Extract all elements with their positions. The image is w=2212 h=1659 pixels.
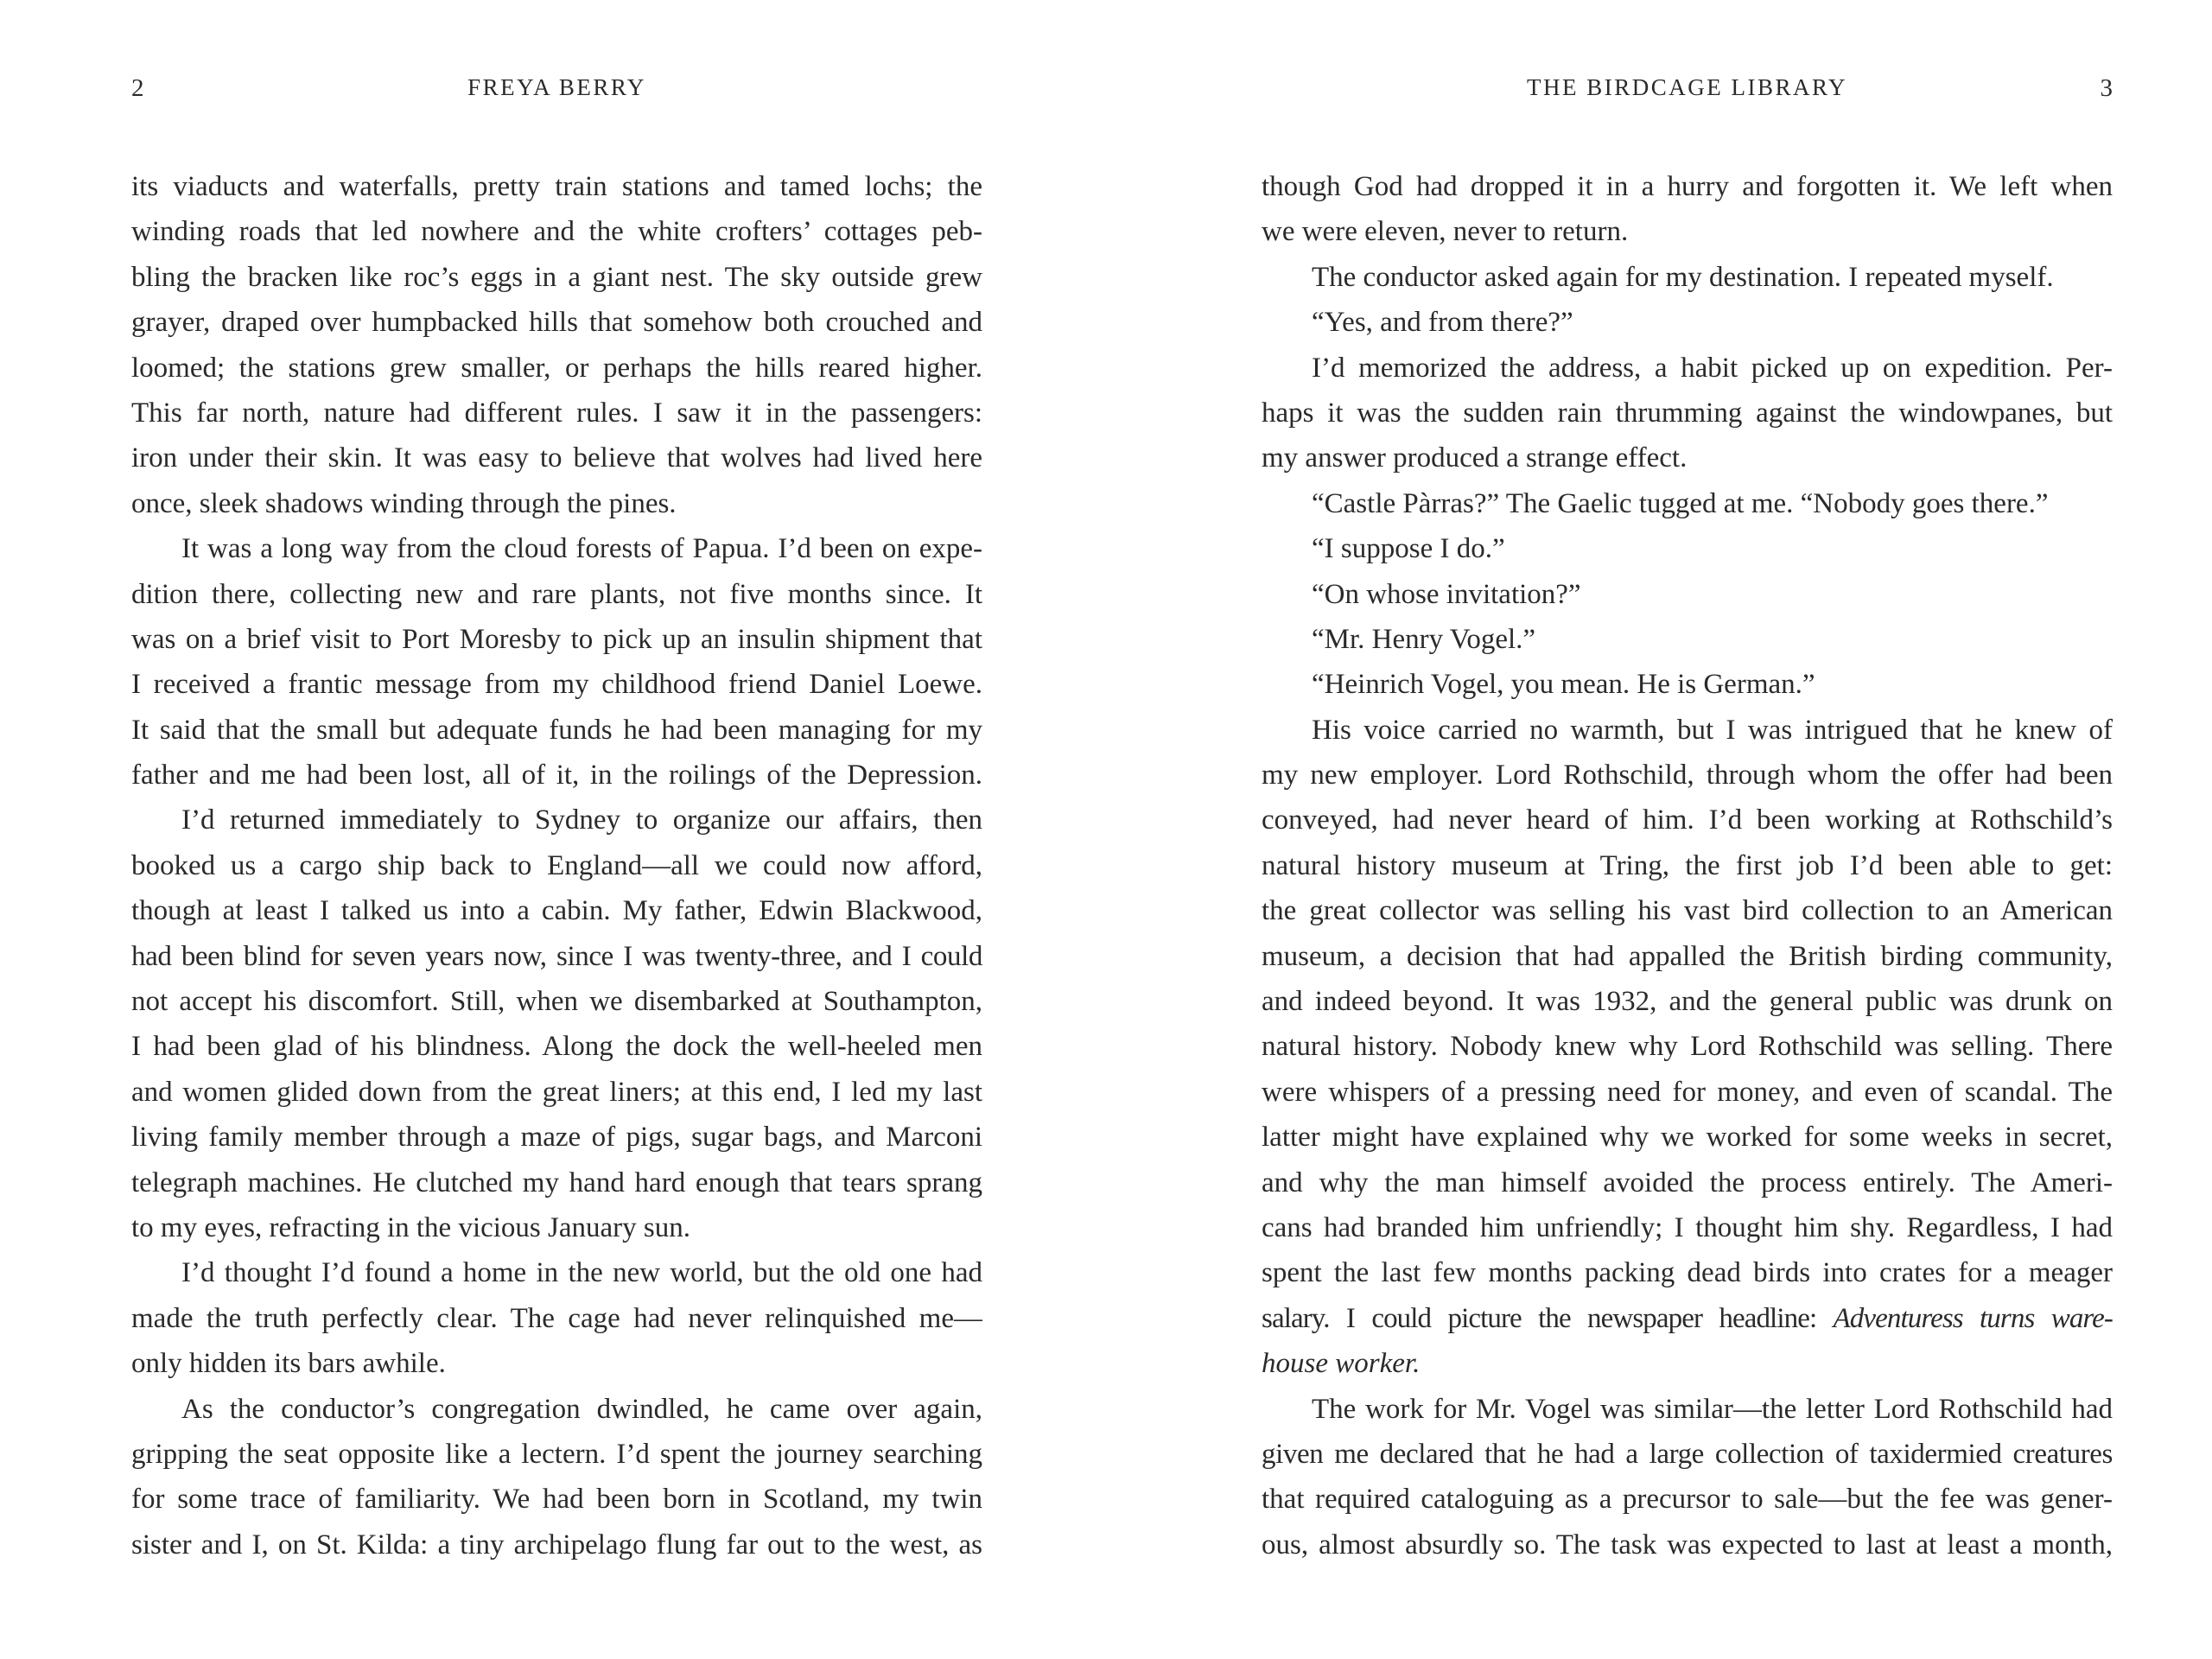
text-line: iron under their skin. It was easy to believe that wolves had lived here <box>131 442 982 474</box>
italic-headline-end: house worker. <box>1262 1348 1421 1380</box>
left-page <box>131 0 982 1659</box>
text-line: It said that the small but adequate funds he had been managing for my <box>131 714 982 746</box>
text-line: though at least I talked us into a cabin. My father, Edwin Blackwood, <box>131 895 982 927</box>
text-line: its viaducts and waterfalls, pretty train stations and tamed lochs; the <box>131 171 982 202</box>
text-line: This far north, nature had different rules. I saw it in the passengers: <box>131 397 982 429</box>
dialogue-line: “Yes, and from there?” <box>1312 307 1573 339</box>
text-line: my answer produced a strange effect. <box>1262 442 1688 474</box>
text-line: had been blind for seven years now, since I was twenty-three, and I could <box>131 940 982 972</box>
text-line: conveyed, had never heard of him. I’d been working at Rothschild’s <box>1262 804 2113 836</box>
paragraph-first-line: It was a long way from the cloud forests of Papua. I’d been on expe- <box>181 533 982 565</box>
text-line: I had been glad of his blindness. Along the dock the well-heeled men <box>131 1031 982 1063</box>
text-line: living family member through a maze of pigs, sugar bags, and Marconi <box>131 1122 982 1154</box>
text-line: and women glided down from the great liners; at this end, I led my last <box>131 1076 982 1108</box>
text-line: given me declared that he had a large collection of taxidermied creatures <box>1262 1438 2113 1470</box>
paragraph-first-line: I’d thought I’d found a home in the new world, but the old one had <box>181 1257 982 1289</box>
right-page <box>1262 0 2113 1659</box>
text-line: not accept his discomfort. Still, when we disembarked at Southampton, <box>131 986 982 1018</box>
left-page-header <box>131 74 982 109</box>
text-line: dition there, collecting new and rare plants, not five months since. It <box>131 578 982 610</box>
right-page-text <box>1262 164 2113 1567</box>
running-head-title: THE BIRDCAGE LIBRARY <box>1526 74 1847 100</box>
text-line: was on a brief visit to Port Moresby to pick up an insulin shipment that <box>131 623 982 655</box>
text-line: museum, a decision that had appalled the British birding community, <box>1262 940 2113 972</box>
text-line: we were eleven, never to return. <box>1262 216 1629 248</box>
text-line: my new employer. Lord Rothschild, through whom the offer had been <box>1262 760 2113 791</box>
text-line: natural history museum at Tring, the first job I’d been able to get: <box>1262 849 2113 881</box>
text-line: spent the last few months packing dead birds into crates for a meager <box>1262 1257 2113 1289</box>
text-line-with-italic <box>1262 1296 2113 1341</box>
dialogue-line: “Heinrich Vogel, you mean. He is German.” <box>1312 669 1815 701</box>
paragraph-first-line: The work for Mr. Vogel was similar—the letter Lord Rothschild had <box>1312 1393 2113 1425</box>
left-page-text <box>131 164 982 1567</box>
text-line: and indeed beyond. It was 1932, and the general public was drunk on <box>1262 986 2113 1018</box>
dialogue-line: “Castle Pàrras?” The Gaelic tugged at me. “Nobody goes there.” <box>1312 487 2049 519</box>
text-line: father and me had been lost, all of it, in the roilings of the Depression. <box>131 760 982 791</box>
text-line: grayer, draped over humpbacked hills that somehow both crouched and <box>131 307 982 339</box>
text-line: haps it was the sudden rain thrumming against the windowpanes, but <box>1262 397 2113 429</box>
text-line: I received a frantic message from my childhood friend Daniel Loewe. <box>131 669 982 701</box>
text-line: ous, almost absurdly so. The task was expected to last at least a month, <box>1262 1529 2113 1560</box>
text-line: only hidden its bars awhile. <box>131 1348 446 1380</box>
text-line: gripping the seat opposite like a lectern. I’d spent the journey searching <box>131 1438 982 1470</box>
page-number: 3 <box>2100 74 2113 102</box>
text-line: loomed; the stations grew smaller, or perhaps the hills reared higher. <box>131 352 982 384</box>
text-line: latter might have explained why we worked for some weeks in secret, <box>1262 1122 2113 1154</box>
dialogue-line: “I suppose I do.” <box>1312 533 1505 565</box>
text-line: sister and I, on St. Kilda: a tiny archipelago flung far out to the west, as <box>131 1529 982 1560</box>
text-line: bling the bracken like roc’s eggs in a giant nest. The sky outside grew <box>131 261 982 293</box>
dialogue-line: “On whose invitation?” <box>1312 578 1581 610</box>
text-line: cans had branded him unfriendly; I thought him shy. Regardless, I had <box>1262 1211 2113 1243</box>
text-line: telegraph machines. He clutched my hand hard enough that tears sprang <box>131 1166 982 1198</box>
paragraph-first-line: I’d memorized the address, a habit picked up on expedition. Per- <box>1312 352 2113 384</box>
headline-intro: salary. I could picture the newspaper headline: <box>1262 1302 1817 1334</box>
text-line: winding roads that led nowhere and the white crofters’ cottages peb- <box>131 216 982 248</box>
dialogue-line: “Mr. Henry Vogel.” <box>1312 623 1536 655</box>
page-number: 2 <box>131 74 144 102</box>
text-line: once, sleek shadows winding through the pines. <box>131 487 677 519</box>
italic-headline: Adventuress turns ware- <box>1833 1302 2113 1334</box>
paragraph-first-line: I’d returned immediately to Sydney to organize our affairs, then <box>181 804 982 836</box>
text-line: and why the man himself avoided the process entirely. The Ameri- <box>1262 1166 2113 1198</box>
paragraph-first-line: The conductor asked again for my destination. I repeated myself. <box>1312 261 2054 293</box>
text-line: were whispers of a pressing need for money, and even of scandal. The <box>1262 1076 2113 1108</box>
text-line: for some trace of familiarity. We had been born in Scotland, my twin <box>131 1484 982 1516</box>
text-line: the great collector was selling his vast bird collection to an American <box>1262 895 2113 927</box>
text-line: that required cataloguing as a precursor to sale—but the fee was gener- <box>1262 1484 2113 1516</box>
text-line: booked us a cargo ship back to England—all we could now afford, <box>131 849 982 881</box>
right-page-header <box>1262 74 2113 109</box>
paragraph-first-line: His voice carried no warmth, but I was intrigued that he knew of <box>1312 714 2113 746</box>
text-line: to my eyes, refracting in the vicious January sun. <box>131 1211 690 1243</box>
running-head-author: FREYA BERRY <box>467 74 646 100</box>
text-line: though God had dropped it in a hurry and forgotten it. We left when <box>1262 171 2113 202</box>
text-line: natural history. Nobody knew why Lord Rothschild was selling. There <box>1262 1031 2113 1063</box>
text-line: made the truth perfectly clear. The cage had never relinquished me— <box>131 1302 982 1334</box>
paragraph-first-line: As the conductor’s congregation dwindled, he came over again, <box>181 1393 982 1425</box>
